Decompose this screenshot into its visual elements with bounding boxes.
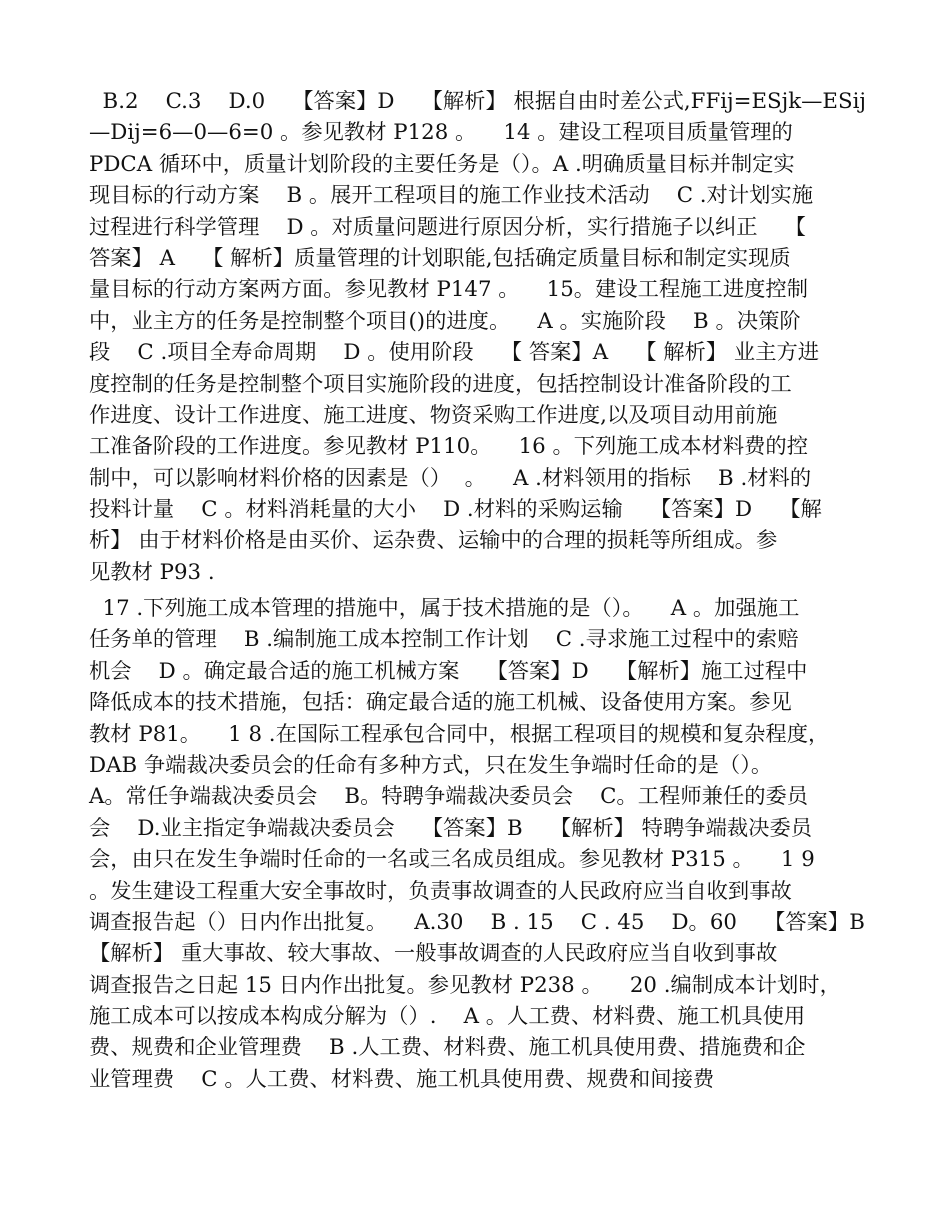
- text-line: 度控制的任务是控制整个项目实施阶段的进度，包括控制设计准备阶段的工: [89, 371, 792, 397]
- text-line: 过程进行科学管理 D 。对质量问题进行原因分析，实行措施子以纠正 【: [89, 214, 806, 240]
- text-line: 中，业主方的任务是控制整个项目()的进度。 A 。实施阶段 B 。决策阶: [89, 308, 801, 334]
- text-line: 会，由只在发生争端时任命的一名或三名成员组成。参见教材 P315 。 1 9: [89, 847, 815, 873]
- text-line: 见教材 P93 .: [89, 559, 215, 585]
- text-line: 费、规费和企业管理费 B .人工费、材料费、施工机具使用费、措施费和企: [89, 1035, 806, 1061]
- text-line: 业管理费 C 。人工费、材料费、施工机具使用费、规费和间接费: [89, 1066, 715, 1092]
- text-line: 教材 P81。 1 8 .在国际工程承包合同中，根据工程项目的规模和复杂程度，: [89, 721, 830, 747]
- text-line: 答案】 A 【 解析】质量管理的计划职能,包括确定质量目标和制定实现质: [89, 245, 791, 271]
- text-line: 制中，可以影响材料价格的因素是（） 。 A .材料领用的指标 B .材料的: [89, 465, 812, 491]
- text-line: 工准备阶段的工作进度。参见教材 P110。 16 。下列施工成本材料费的控: [89, 434, 809, 460]
- text-line: A。常任争端裁决委员会 B。特聘争端裁决委员会 C。工程师兼任的委员: [89, 784, 809, 810]
- text-line: DAB 争端裁决委员会的任命有多种方式，只在发生争端时任命的是（）。: [89, 752, 773, 778]
- paragraph-1: [89, 86, 869, 588]
- text-line: B.2 C.3 D.0 【答案】D 【解析】 根据自由时差公式,FFij=ESjk—ESij: [89, 89, 866, 114]
- text-line: 17 .下列施工成本管理的措施中，属于技术措施的是（）。 A 。加强施工: [89, 596, 800, 621]
- text-line: PDCA 循环中，质量计划阶段的主要任务是（）。A .明确质量目标并制定实: [89, 151, 795, 177]
- text-line: 段 C .项目全寿命周期 D 。使用阶段 【 答案】A 【 解析】 业主方进: [89, 340, 820, 366]
- text-line: 会 D.业主指定争端裁决委员会 【答案】B 【解析】 特聘争端裁决委员: [89, 815, 813, 841]
- text-line: 现目标的行动方案 B 。展开工程项目的施工作业技术活动 C .对计划实施: [89, 183, 814, 209]
- text-line: 【解析】 重大事故、较大事故、一般事故调查的人民政府应当自收到事故: [89, 941, 778, 967]
- text-line: 调查报告之日起 15 日内作出批复。参见教材 P238 。 20 .编制成本计划时，: [89, 972, 841, 998]
- text-line: 机会 D 。确定最合适的施工机械方案 【答案】D 【解析】施工过程中: [89, 658, 808, 684]
- text-line: —Dij=6—0—6=0 。参见教材 P128 。 14 。建设工程项目质量管理的: [89, 120, 793, 146]
- text-line: 降低成本的技术措施，包括：确定最合适的施工机械、设备使用方案。参见: [89, 690, 792, 716]
- text-line: 作进度、设计工作进度、施工进度、物资采购工作进度,以及项目动用前施: [89, 402, 778, 428]
- text-line: 量目标的行动方案两方面。参见教材 P147 。 15。建设工程施工进度控制: [89, 277, 809, 303]
- text-line: 任务单的管理 B .编制施工成本控制工作计划 C .寻求施工过程中的索赔: [89, 627, 799, 653]
- text-line: 。发生建设工程重大安全事故时，负责事故调查的人民政府应当自收到事故: [89, 878, 792, 904]
- paragraph-2: [89, 593, 869, 1095]
- text-line: 投料计量 C 。材料消耗量的大小 D .材料的采购运输 【答案】D 【解: [89, 497, 822, 523]
- text-line: 调查报告起（）日内作出批复。 A.30 B . 15 C . 45 D。60 【答案】B: [89, 909, 865, 935]
- text-line: 施工成本可以按成本构成分解为（）. A 。人工费、材料费、施工机具使用: [89, 1004, 806, 1030]
- text-line: 析】 由于材料价格是由买价、运杂费、运输中的合理的损耗等所组成。参: [89, 528, 778, 554]
